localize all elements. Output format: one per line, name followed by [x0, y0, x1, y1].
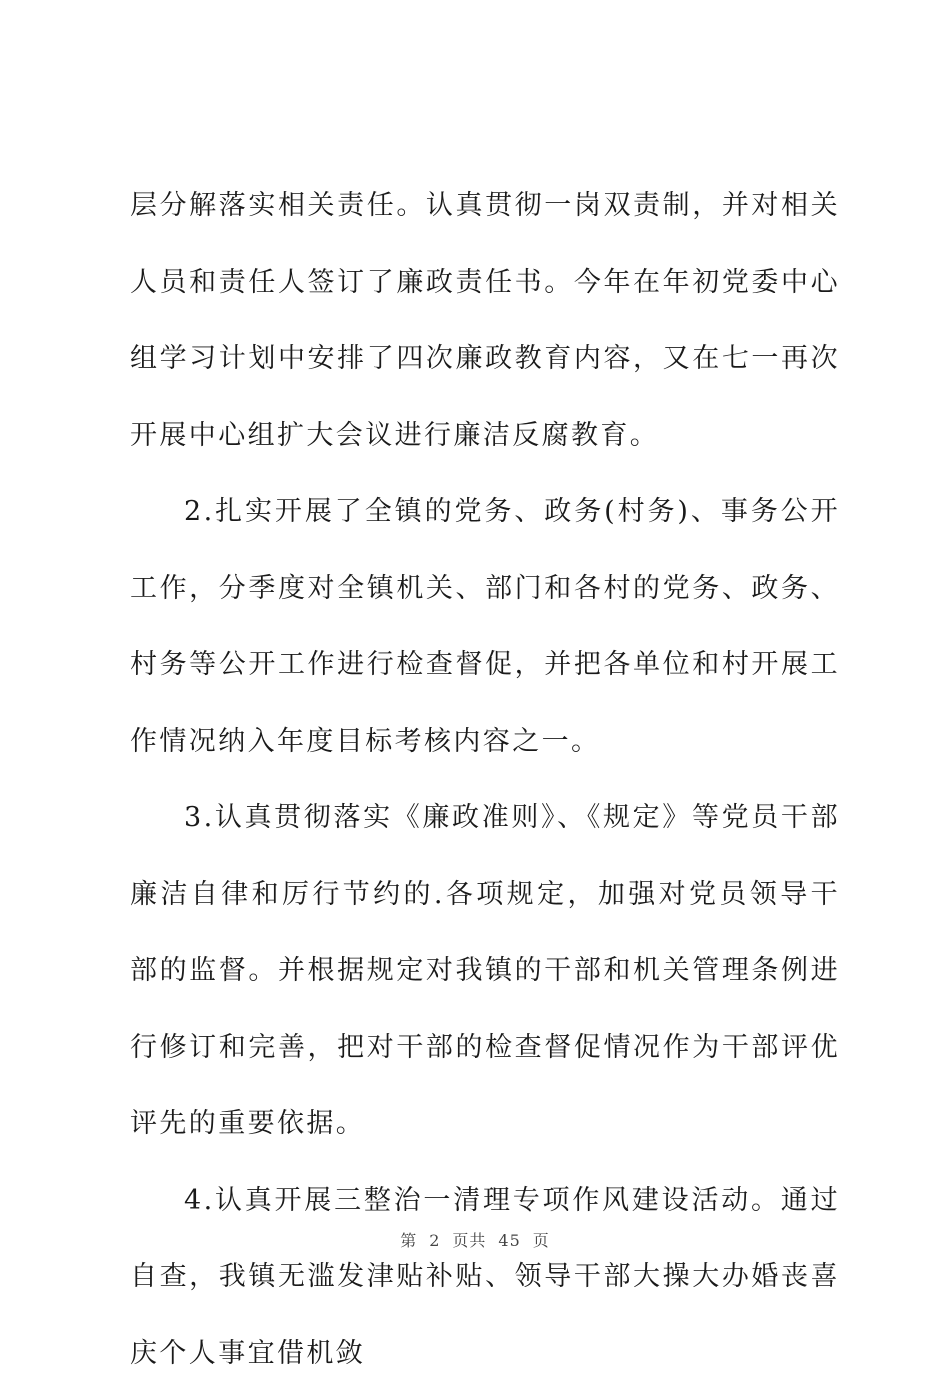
footer-current-page: 2 — [429, 1231, 440, 1250]
footer-label-of: 页共 — [452, 1231, 486, 1250]
footer-total-pages: 45 — [498, 1231, 520, 1250]
paragraph-item-3: 3.认真贯彻落实《廉政准则》、《规定》等党员干部廉洁自律和厉行节约的.各项规定，加强对党员领导干部的监督。并根据规定对我镇的干部和机关管理条例进行修订和完善，把对干部的检查督促情况作为干部评优评先的重要依据。 — [130, 780, 840, 1163]
page-footer — [0, 1228, 950, 1251]
footer-label-end: 页 — [533, 1231, 550, 1250]
document-body — [130, 168, 840, 1392]
paragraph-item-2: 2.扎实开展了全镇的党务、政务(村务)、事务公开工作，分季度对全镇机关、部门和各村的党务、政务、村务等公开工作进行检查督促，并把各单位和村开展工作情况纳入年度目标考核内容之一。 — [130, 474, 840, 780]
paragraph-item-4: 4.认真开展三整治一清理专项作风建设活动。通过自查，我镇无滥发津贴补贴、领导干部大操大办婚丧喜庆个人事宜借机敛 — [130, 1163, 840, 1392]
paragraph-continuation: 层分解落实相关责任。认真贯彻一岗双责制，并对相关人员和责任人签订了廉政责任书。今年在年初党委中心组学习计划中安排了四次廉政教育内容，又在七一再次开展中心组扩大会议进行廉洁反腐教育。 — [130, 168, 840, 474]
footer-label-page: 第 — [400, 1231, 417, 1250]
